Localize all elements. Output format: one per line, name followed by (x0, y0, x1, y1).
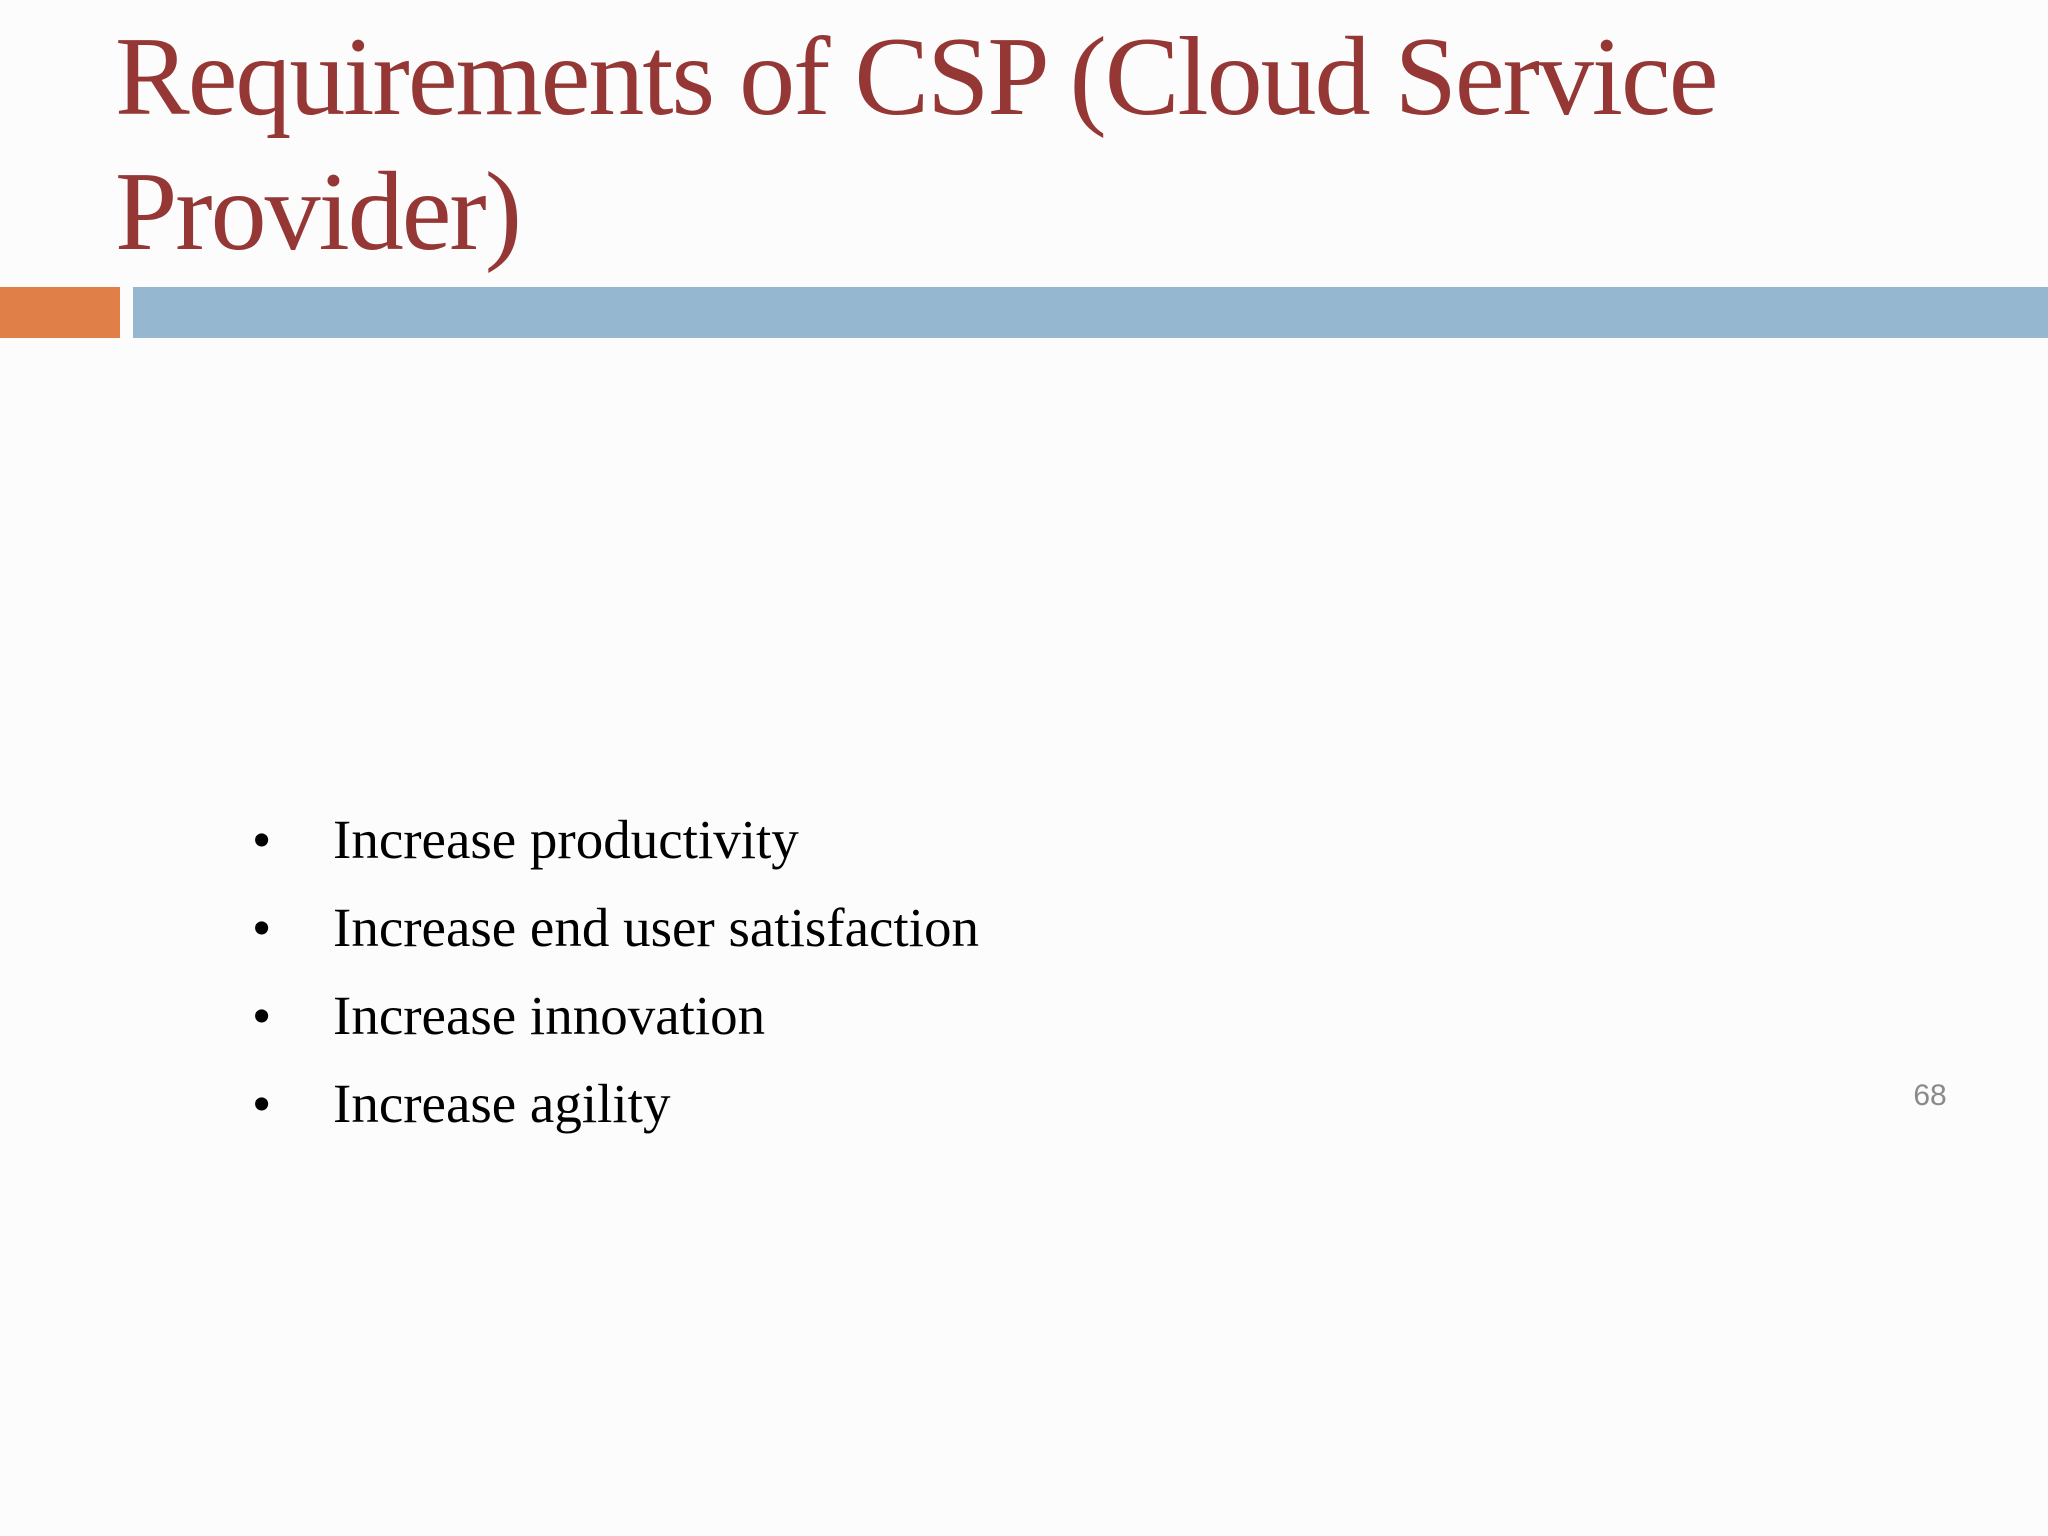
bullet-icon: • (252, 809, 272, 870)
title-accent-bar (0, 287, 120, 338)
bullet-text: Increase end user satisfaction (333, 897, 979, 958)
title-divider-bar (133, 287, 2048, 338)
slide-title: Requirements of CSP (Cloud Service Provider) (115, 15, 1717, 274)
bullet-text: Increase productivity (333, 809, 799, 870)
bullet-icon: • (252, 1073, 272, 1134)
bullet-icon: • (252, 985, 272, 1046)
bullet-text: Increase innovation (333, 985, 766, 1046)
bullet-icon: • (252, 897, 272, 958)
page-number: 68 (1913, 1079, 1947, 1112)
bullet-text: Increase agility (333, 1073, 671, 1134)
